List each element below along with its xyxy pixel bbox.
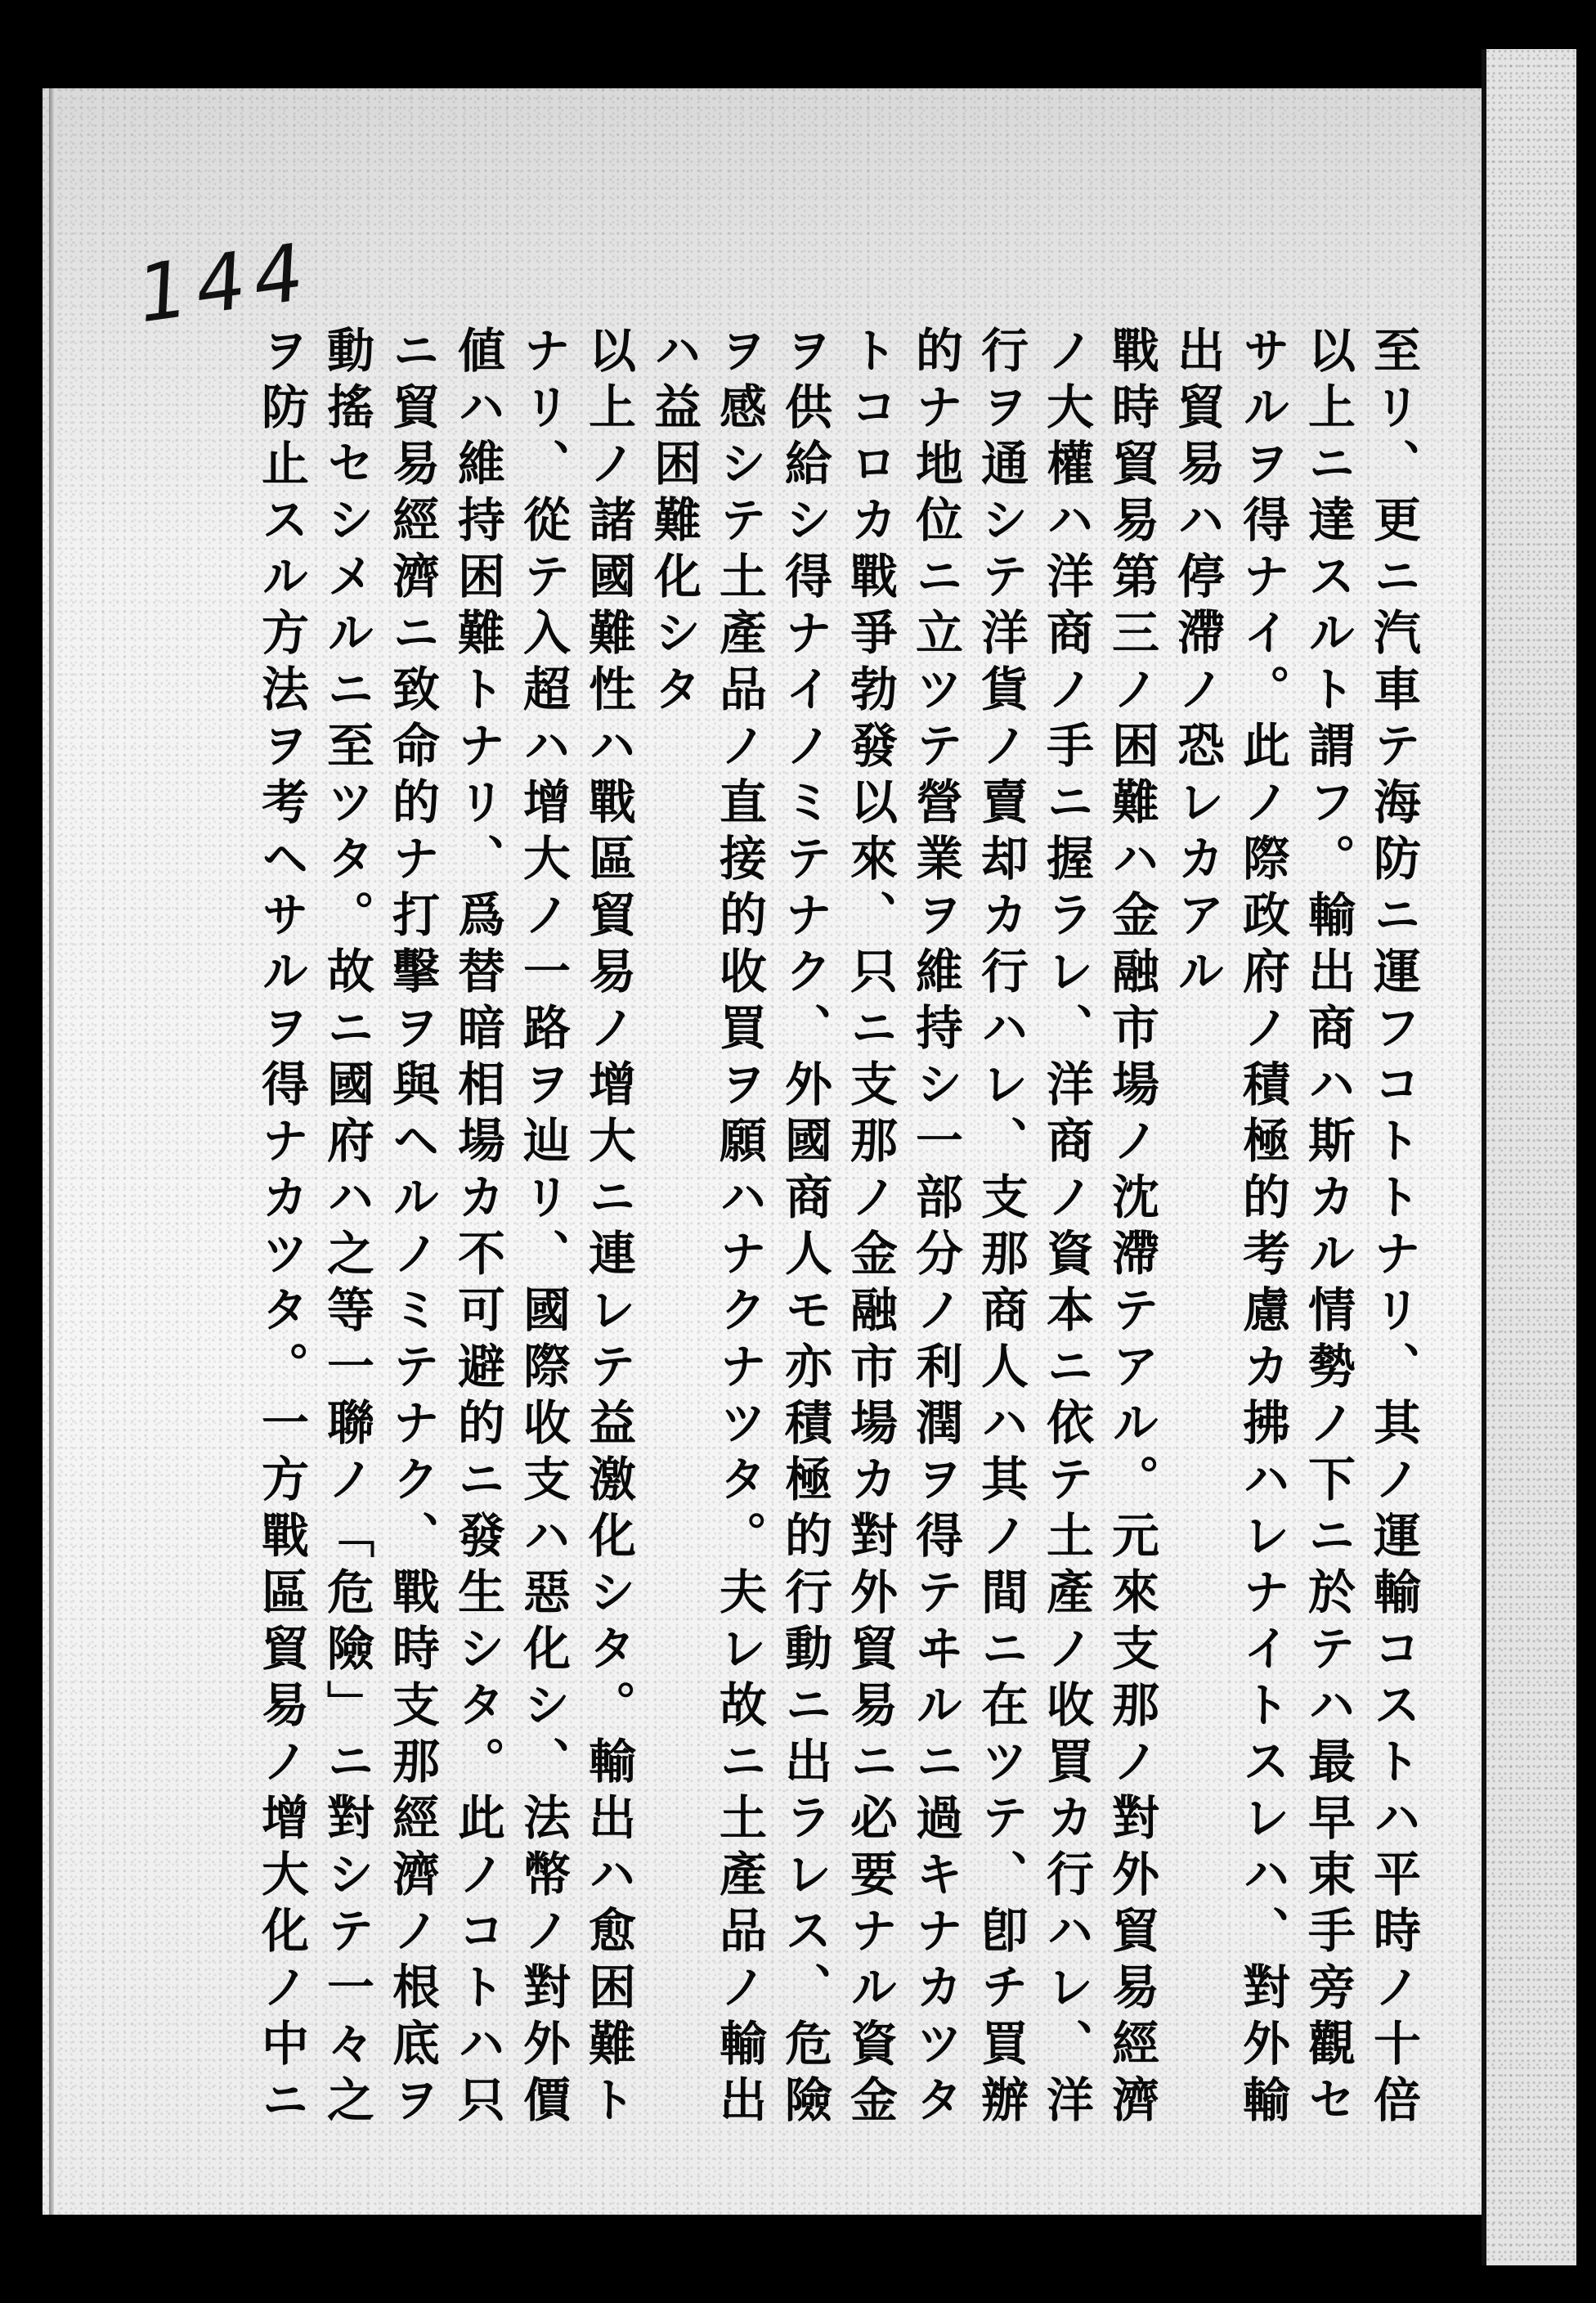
text-column: サルヲ得ナイ。此ノ際政府ノ積極的考慮カ拂ハレナイトスレハ、對外輸 — [1235, 325, 1290, 2131]
text-column: 的ナ地位ニ立ツテ營業ヲ維持シ一部分ノ利潤ヲ得テヰルニ過キナカツタ — [908, 325, 963, 2131]
text-column: ナリ、從テ入超ハ增大ノ一路ヲ辿リ、國際收支ハ惡化シ、法幣ノ對外價 — [515, 325, 571, 2131]
text-column: ヲ供給シ得ナイノミテナク、外國商人モ亦積極的行動ニ出ラレス、危險 — [777, 325, 832, 2131]
page-fold-shadow — [49, 88, 54, 2215]
text-column: 行ヲ通シテ洋貨ノ賣却カ行ハレ、支那商人ハ其ノ間ニ在ツテ、卽チ買辦 — [973, 325, 1029, 2131]
text-column: ハ益困難化シタ — [646, 325, 702, 721]
text-column: トコロカ戰爭勃發以來、只ニ支那ノ金融市場カ對外貿易ニ必要ナル資金 — [842, 325, 898, 2131]
text-column: 出貿易ハ停滯ノ恐レカアル — [1169, 325, 1225, 1003]
text-column: ニ貿易經濟ニ致命的ナ打擊ヲ與ヘルノミテナク、戰時支那經濟ノ根底ヲ — [384, 325, 440, 2131]
adjacent-page-edge — [1482, 49, 1576, 2265]
text-column: 戰時貿易第三ノ困難ハ金融市場ノ沈滯テアル。元來支那ノ對外貿易經濟 — [1104, 325, 1159, 2131]
text-column: 以上ニ達スルト謂フ。輸出商ハ斯カル情勢ノ下ニ於テハ最早束手旁觀セ — [1300, 325, 1356, 2131]
text-column: ヲ感シテ土產品ノ直接的收買ヲ願ハナクナツタ。夫レ故ニ土產品ノ輸出 — [711, 325, 767, 2131]
text-column: 至リ、更ニ汽車テ海防ニ運フコトトナリ、其ノ運輸コストハ平時ノ十倍 — [1365, 325, 1421, 2131]
text-column: 以上ノ諸國難性ハ戰區貿易ノ增大ニ連レテ益激化シタ。輸出ハ愈困難ト — [581, 325, 636, 2131]
text-column: 値ハ維持困難トナリ、爲替暗相場カ不可避的ニ發生シタ。此ノコトハ只 — [450, 325, 505, 2131]
text-column: 動搖セシメルニ至ツタ。故ニ國府ハ之等一聯ノ「危險」ニ對シテ一々之 — [319, 325, 374, 2131]
page-number: 144 — [132, 225, 317, 341]
text-column: ヲ防止スル方法ヲ考ヘサルヲ得ナカツタ。一方戰區貿易ノ增大化ノ中ニ — [253, 325, 309, 2131]
text-column: ノ大權ハ洋商ノ手ニ握ラレ、洋商ノ資本ニ依テ土產ノ收買カ行ハレ、洋 — [1038, 325, 1094, 2131]
vertical-text-body — [237, 325, 1423, 2131]
